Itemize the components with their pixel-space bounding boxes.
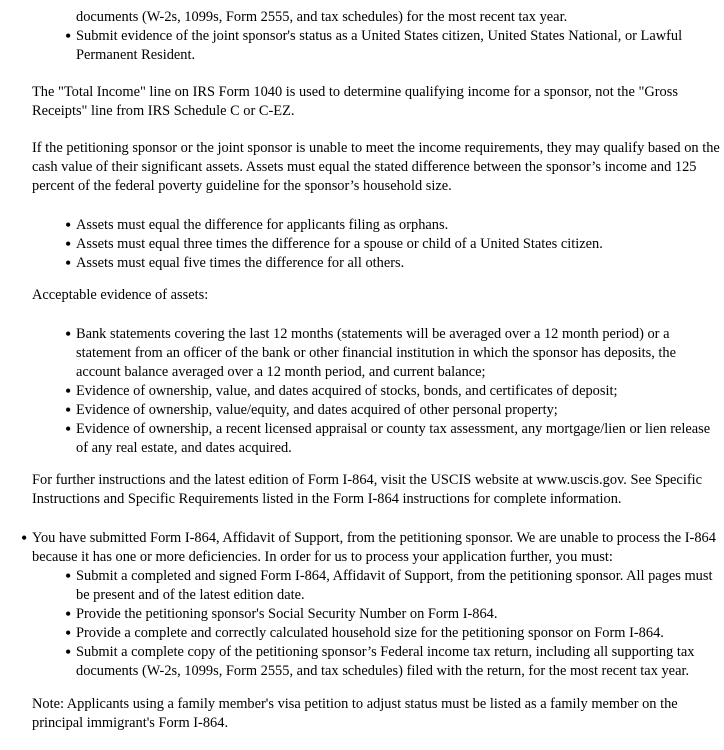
deficiency-intro: You have submitted Form I-864, Affidavit of Support, from the petitioning sponsor. We are unable to process the I-864 because it has one or more deficiencies. In order for us to process your application further, you must: (32, 530, 716, 565)
joint-sponsor-list (76, 27, 720, 65)
list-item: • Assets must equal the difference for applicants filing as orphans. (76, 216, 720, 235)
further-instructions-paragraph: For further instructions and the latest edition of Form I-864, visit the USCIS website at www.uscis.gov. See Specific Instructions and Specific Requirements listed in the Form I-864 instructions for complete information. (32, 472, 702, 507)
list-item: • Evidence of ownership, value/equity, and dates acquired of other personal property; (76, 401, 720, 420)
list-item: • Submit evidence of the joint sponsor's status as a United States citizen, United States National, or Lawful Permanent Resident. (76, 27, 720, 65)
list-item: • Bank statements covering the last 12 months (statements will be averaged over a 12 month period) or a statement from an officer of the bank or other financial institution in which the sponsor has deposits, the account balance averaged over a 12 month period, and current balance; (76, 325, 720, 382)
total-income-paragraph: The "Total Income" line on IRS Form 1040 is used to determine qualifying income for a sponsor, not the "Gross Receipts" line from IRS Schedule C or C-EZ. (32, 84, 678, 119)
deficiency-item (32, 529, 720, 681)
deficiency-sublist (76, 567, 720, 681)
list-item: • Submit a completed and signed Form I-864, Affidavit of Support, from the petitioning sponsor. All pages must be present and of the latest edition date. (76, 567, 720, 605)
evidence-heading: Acceptable evidence of assets: (32, 287, 209, 303)
list-item: • Evidence of ownership, value, and dates acquired of stocks, bonds, and certificates of deposit; (76, 382, 720, 401)
deficiency-list (32, 529, 720, 681)
note-paragraph: Note: Applicants using a family member's visa petition to adjust status must be listed as a family member on the principal immigrant's Form I-864. (32, 696, 678, 731)
assets-paragraph: If the petitioning sponsor or the joint sponsor is unable to meet the income requirements, they may qualify based on the cash value of their significant assets. Assets must equal the stated difference between the sponsor’s income and 125 percent of the federal poverty guideline for the sponsor’s household size. (32, 140, 720, 194)
list-item: • Provide a complete and correctly calculated household size for the petitioning sponsor on Form I-864. (76, 624, 720, 643)
list-item: • Provide the petitioning sponsor's Social Security Number on Form I-864. (76, 605, 720, 624)
list-item: • Submit a complete copy of the petitioning sponsor’s Federal income tax return, including all supporting tax documents (W-2s, 1099s, Form 2555, and tax schedules) filed with the return, for the most recent tax year. (76, 643, 720, 681)
list-item: • Assets must equal five times the difference for all others. (76, 254, 720, 273)
continued-list-text (76, 8, 720, 27)
continued-text: documents (W-2s, 1099s, Form 2555, and tax schedules) for the most recent tax year. (76, 9, 568, 25)
list-item: • Assets must equal three times the difference for a spouse or child of a United States citizen. (76, 235, 720, 254)
evidence-list (76, 325, 720, 458)
list-item: • Evidence of ownership, a recent licensed appraisal or county tax assessment, any mortgage/lien or lien release of any real estate, and dates acquired. (76, 420, 720, 458)
assets-list (76, 216, 720, 273)
